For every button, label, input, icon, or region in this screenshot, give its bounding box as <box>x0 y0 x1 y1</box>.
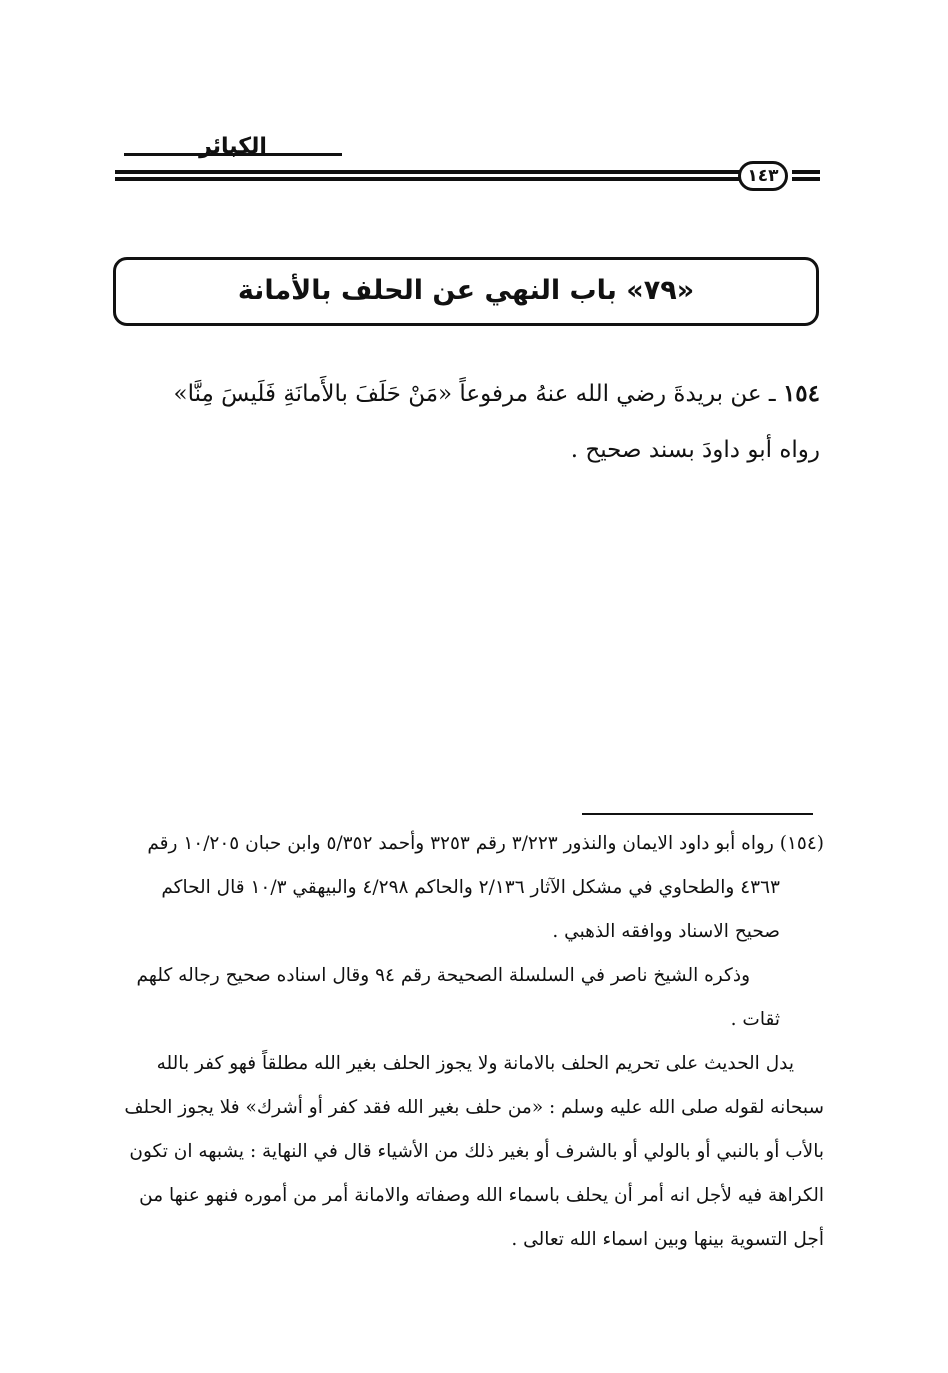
chapter-title: «٧٩» باب النهي عن الحلف بالأمانة <box>237 275 695 306</box>
hadith-line-1 <box>120 366 820 422</box>
footnote-paragraph-1 <box>114 822 824 954</box>
header-rule-tail <box>792 170 820 181</box>
chapter-title-box <box>113 257 819 326</box>
footnote-separator <box>582 813 813 815</box>
footnote-ref-number: (١٥٤) <box>779 833 824 854</box>
hadith-text <box>120 366 820 478</box>
running-title: الكبائر <box>118 132 348 162</box>
hadith-text-line-1: ـ عن بريدةَ رضي الله عنهُ مرفوعاً «مَنْ حَلَفَ بالأَمانَةِ فَلَيسَ مِنَّا» <box>173 381 783 407</box>
hadith-text-line-2: رواه أبو داودَ بسند صحيح . <box>570 437 820 463</box>
hadith-number: ١٥٤ <box>782 380 820 407</box>
footnotes <box>114 822 824 1262</box>
footnote-paragraph-1-text: رواه أبو داود الايمان والنذور ٣/٢٢٣ رقم ٣٢٥٣ وأحمد ٥/٣٥٢ وابن حبان ١٠/٢٠٥ رقم ٤٣٦٣ والطحاوي في مشكل الآثار ٢/١٣٦ والحاكم ٤/٢٩٨ والبيهقي ١٠/٣ قال الحاكم صحيح الاسناد ووافقه الذهبي . <box>147 833 780 942</box>
header-rule <box>115 170 740 181</box>
page-number: ١٤٣ <box>738 161 788 191</box>
footnote-paragraph-3: يدل الحديث على تحريم الحلف بالامانة ولا يجوز الحلف بغير الله مطلقاً فهو كفر بالله سبحانه لقوله صلى الله عليه وسلم : «من حلف بغير الله فقد كفر أو أشرك» فلا يجوز الحلف بالأب أو بالنبي أو بالولي أو بالشرف أو بغير ذلك من الأشياء قال في النهاية : يشبهه ان تكون الكراهة فيه لأجل انه أمر أن يحلف باسماء الله وصفاته والامانة أمر من أموره فنهو عنها من أجل التسوية بينها وبين اسماء الله تعالى . <box>124 1053 824 1250</box>
footnote-paragraph-2: وذكره الشيخ ناصر في السلسلة الصحيحة رقم ٩٤ وقال اسناده صحيح رجاله كلهم ثقات . <box>136 965 780 1030</box>
